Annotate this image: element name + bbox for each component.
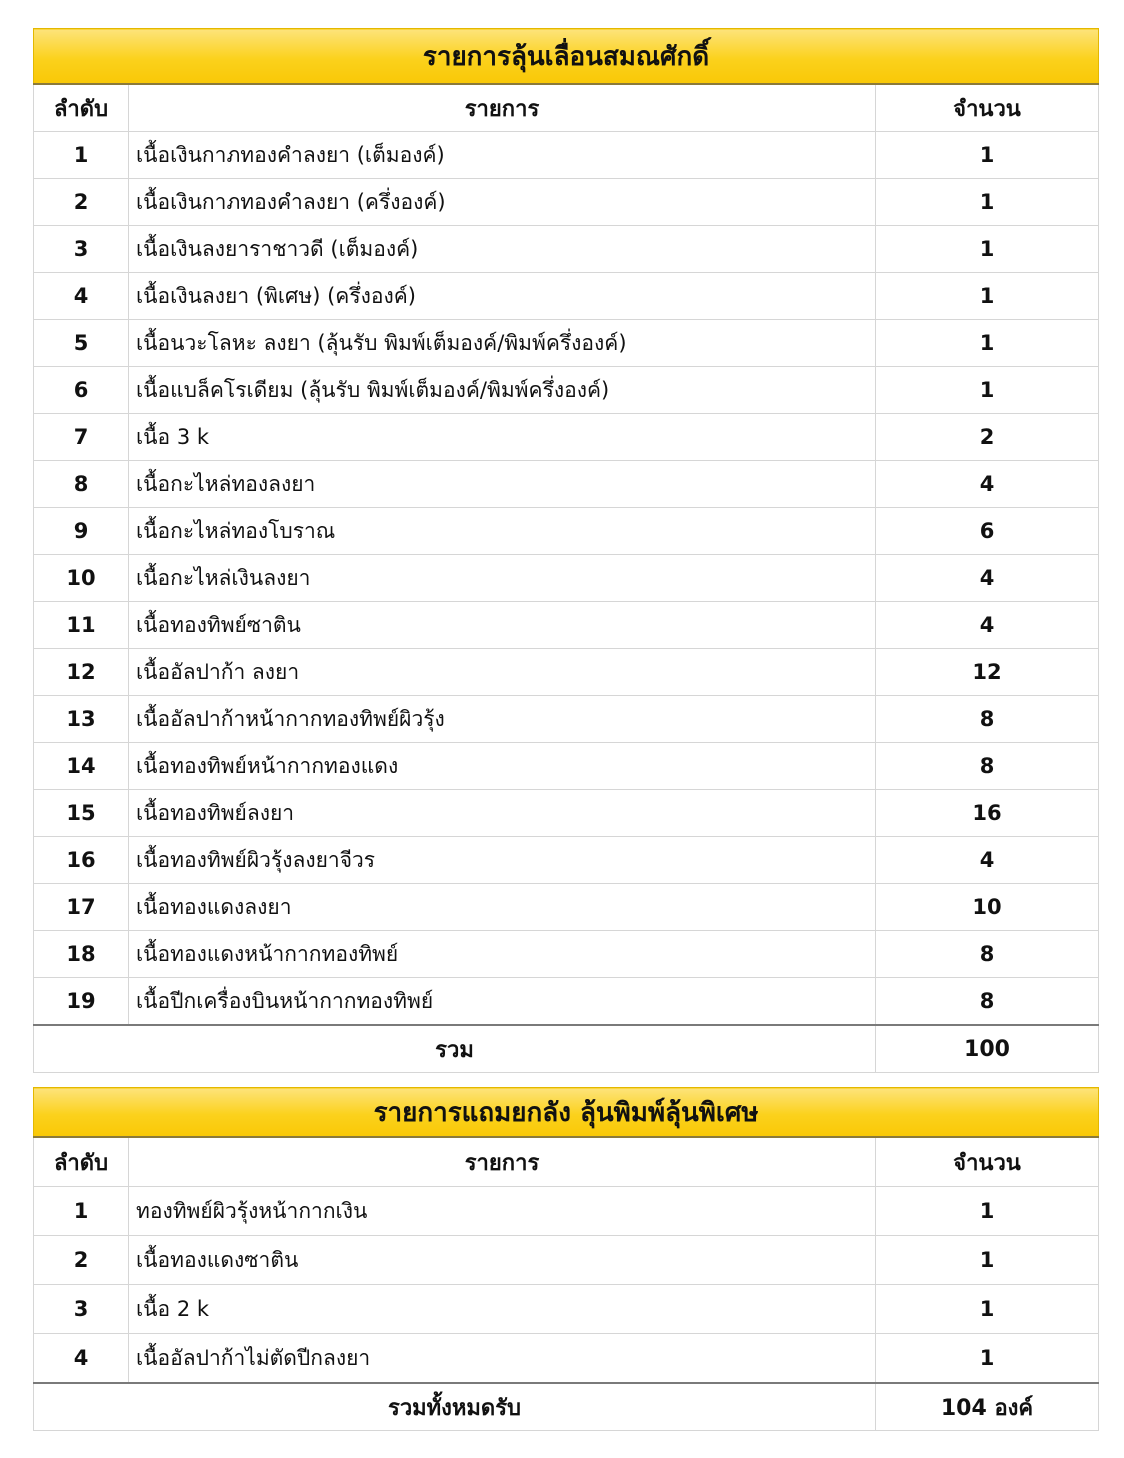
row-number: 2 xyxy=(34,179,129,226)
total-label: รวม xyxy=(34,1025,876,1073)
row-quantity: 1 xyxy=(876,320,1099,367)
table-row xyxy=(34,1236,1099,1285)
row-item-name: เนื้อกะไหล่เงินลงยา xyxy=(129,555,876,602)
total-row xyxy=(34,1025,1099,1073)
header-row xyxy=(34,1137,1099,1187)
table-row xyxy=(34,602,1099,649)
table-row xyxy=(34,743,1099,790)
table-row xyxy=(34,931,1099,978)
grand-total-value: 104 องค์ xyxy=(876,1383,1099,1431)
column-header-item: รายการ xyxy=(129,84,876,132)
row-quantity: 8 xyxy=(876,931,1099,978)
row-quantity: 4 xyxy=(876,837,1099,884)
table-row xyxy=(34,320,1099,367)
row-item-name: เนื้ออัลปาก้าไม่ตัดปีกลงยา xyxy=(129,1334,876,1384)
table-row xyxy=(34,1187,1099,1236)
table-row xyxy=(34,367,1099,414)
row-number: 9 xyxy=(34,508,129,555)
row-number: 13 xyxy=(34,696,129,743)
row-item-name: เนื้อทองแดงหน้ากากทองทิพย์ xyxy=(129,931,876,978)
row-item-name: เนื้อทองทิพย์ผิวรุ้งลงยาจีวร xyxy=(129,837,876,884)
row-number: 16 xyxy=(34,837,129,884)
bonus-items-table xyxy=(33,1087,1099,1431)
total-value: 100 xyxy=(876,1025,1099,1073)
row-number: 7 xyxy=(34,414,129,461)
row-number: 12 xyxy=(34,649,129,696)
row-number: 18 xyxy=(34,931,129,978)
table-row xyxy=(34,978,1099,1026)
table-body xyxy=(34,1187,1099,1384)
table-row xyxy=(34,179,1099,226)
row-item-name: เนื้อกะไหล่ทองลงยา xyxy=(129,461,876,508)
row-item-name: เนื้อกะไหล่ทองโบราณ xyxy=(129,508,876,555)
row-number: 17 xyxy=(34,884,129,931)
column-header-qty: จำนวน xyxy=(876,1137,1099,1187)
table-row xyxy=(34,132,1099,179)
table-row xyxy=(34,226,1099,273)
table-title: รายการแถมยกลัง ลุ้นพิมพ์ลุ้นพิเศษ xyxy=(34,1088,1099,1138)
table-row xyxy=(34,696,1099,743)
row-quantity: 1 xyxy=(876,132,1099,179)
row-quantity: 1 xyxy=(876,1285,1099,1334)
row-number: 19 xyxy=(34,978,129,1026)
table-row xyxy=(34,555,1099,602)
row-number: 8 xyxy=(34,461,129,508)
row-number: 3 xyxy=(34,1285,129,1334)
table-title: รายการลุ้นเลื่อนสมณศักดิ์ xyxy=(34,29,1099,85)
row-quantity: 4 xyxy=(876,555,1099,602)
row-item-name: เนื้อเงินลงยา (พิเศษ) (ครึ่งองค์) xyxy=(129,273,876,320)
row-number: 1 xyxy=(34,132,129,179)
table-row xyxy=(34,414,1099,461)
row-item-name: เนื้อเงินลงยาราชาวดี (เต็มองค์) xyxy=(129,226,876,273)
row-quantity: 16 xyxy=(876,790,1099,837)
table-row xyxy=(34,1285,1099,1334)
table-row xyxy=(34,508,1099,555)
row-item-name: เนื้อทองแดงลงยา xyxy=(129,884,876,931)
row-number: 10 xyxy=(34,555,129,602)
row-quantity: 4 xyxy=(876,461,1099,508)
row-number: 2 xyxy=(34,1236,129,1285)
row-number: 4 xyxy=(34,1334,129,1384)
row-quantity: 8 xyxy=(876,743,1099,790)
row-quantity: 10 xyxy=(876,884,1099,931)
row-number: 15 xyxy=(34,790,129,837)
header-row xyxy=(34,84,1099,132)
row-item-name: เนื้อปีกเครื่องบินหน้ากากทองทิพย์ xyxy=(129,978,876,1026)
row-item-name: ทองทิพย์ผิวรุ้งหน้ากากเงิน xyxy=(129,1187,876,1236)
row-item-name: เนื้อ 3 k xyxy=(129,414,876,461)
row-quantity: 1 xyxy=(876,1334,1099,1384)
row-item-name: เนื้อทองแดงซาติน xyxy=(129,1236,876,1285)
row-quantity: 12 xyxy=(876,649,1099,696)
row-quantity: 1 xyxy=(876,179,1099,226)
row-item-name: เนื้อเงินกาภทองคำลงยา (เต็มองค์) xyxy=(129,132,876,179)
grand-total-row xyxy=(34,1383,1099,1431)
table-row xyxy=(34,649,1099,696)
row-number: 1 xyxy=(34,1187,129,1236)
row-number: 5 xyxy=(34,320,129,367)
table-row xyxy=(34,1334,1099,1384)
row-number: 6 xyxy=(34,367,129,414)
lottery-items-table xyxy=(33,28,1099,1073)
column-header-qty: จำนวน xyxy=(876,84,1099,132)
table-row xyxy=(34,461,1099,508)
row-item-name: เนื้อทองทิพย์ซาติน xyxy=(129,602,876,649)
row-quantity: 1 xyxy=(876,226,1099,273)
row-quantity: 1 xyxy=(876,1236,1099,1285)
row-item-name: เนื้อทองทิพย์ลงยา xyxy=(129,790,876,837)
row-number: 14 xyxy=(34,743,129,790)
row-item-name: เนื้อเงินกาภทองคำลงยา (ครึ่งองค์) xyxy=(129,179,876,226)
row-quantity: 6 xyxy=(876,508,1099,555)
table-row xyxy=(34,273,1099,320)
row-quantity: 1 xyxy=(876,367,1099,414)
row-item-name: เนื้อนวะโลหะ ลงยา (ลุ้นรับ พิมพ์เต็มองค์/พิมพ์ครึ่งองค์) xyxy=(129,320,876,367)
row-item-name: เนื้อ 2 k xyxy=(129,1285,876,1334)
row-quantity: 2 xyxy=(876,414,1099,461)
table-row xyxy=(34,837,1099,884)
row-number: 11 xyxy=(34,602,129,649)
table-row xyxy=(34,884,1099,931)
row-item-name: เนื้ออัลปาก้า ลงยา xyxy=(129,649,876,696)
column-header-no: ลำดับ xyxy=(34,84,129,132)
row-item-name: เนื้อแบล็คโรเดียม (ลุ้นรับ พิมพ์เต็มองค์/พิมพ์ครึ่งองค์) xyxy=(129,367,876,414)
table-row xyxy=(34,790,1099,837)
table-body xyxy=(34,132,1099,1026)
row-item-name: เนื้ออัลปาก้าหน้ากากทองทิพย์ผิวรุ้ง xyxy=(129,696,876,743)
column-header-item: รายการ xyxy=(129,1137,876,1187)
row-quantity: 1 xyxy=(876,1187,1099,1236)
row-quantity: 4 xyxy=(876,602,1099,649)
row-item-name: เนื้อทองทิพย์หน้ากากทองแดง xyxy=(129,743,876,790)
row-number: 3 xyxy=(34,226,129,273)
row-quantity: 1 xyxy=(876,273,1099,320)
grand-total-label: รวมทั้งหมดรับ xyxy=(34,1383,876,1431)
column-header-no: ลำดับ xyxy=(34,1137,129,1187)
row-number: 4 xyxy=(34,273,129,320)
row-quantity: 8 xyxy=(876,696,1099,743)
row-quantity: 8 xyxy=(876,978,1099,1026)
